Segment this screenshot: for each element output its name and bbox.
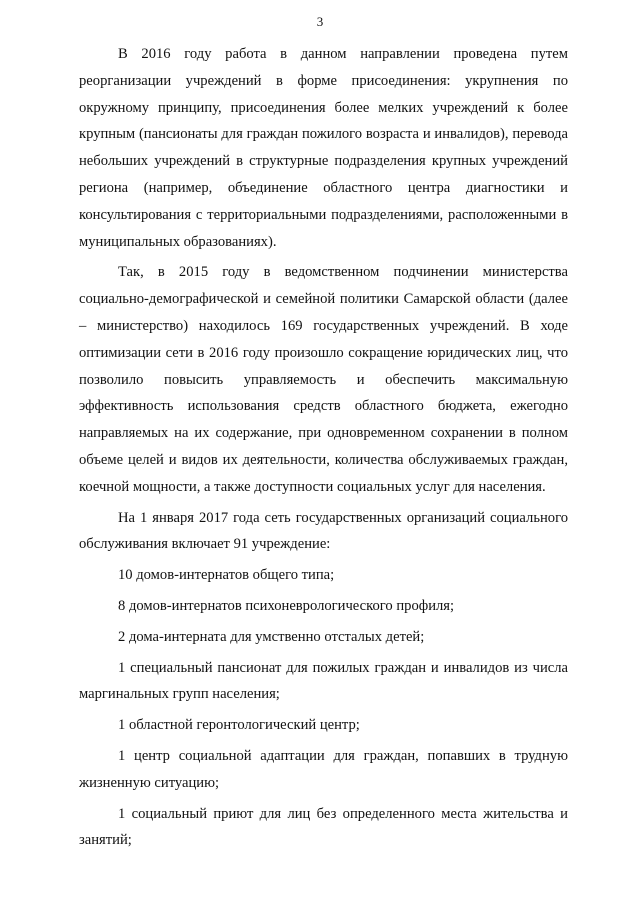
paragraph-optimization: Так, в 2015 году в ведомственном подчинении министерства социально-демографической и семейной политики Самарской области (далее – министерство) находилось 169 государственных учреждений. В ходе оптимизации сети в 2016 году произошло сокращение юридических лиц, что позволило повысить управляемость и обеспечить максимальную эффективность использования средств областного бюджета, ежегодно направляемых на их содержание, при одновременном сохранении в полном объеме целей и видов их деятельности, количества обслуживаемых граждан, коечной мощности, а также доступности социальных услуг для населения. bbox=[79, 264, 568, 495]
list-item: 8 домов-интернатов психоневрологического профиля; bbox=[118, 597, 455, 614]
document-body bbox=[79, 41, 568, 858]
paragraph-reorganization: В 2016 году работа в данном направлении проведена путем реорганизации учреждений в форме присоединения: укрупнения по окружному принципу, присоединения более мелких учреждений к более крупным (пансионаты для граждан пожилого возраста и инвалидов), перевода небольших учреждений в структурные подразделения крупных учреждений региона (например, объединение областного центра диагностики и консультирования с территориальными подразделениями, расположенными в муниципальных образованиях). bbox=[79, 46, 568, 250]
list-item: 1 центр социальной адаптации для граждан, попавших в трудную жизненную ситуацию; bbox=[79, 747, 568, 791]
page-number: 3 bbox=[316, 14, 324, 29]
list-item: 1 социальный приют для лиц без определенного места жительства и занятий; bbox=[79, 805, 568, 849]
list-item: 1 областной геронтологический центр; bbox=[118, 717, 360, 734]
list-item: 1 специальный пансионат для пожилых граждан и инвалидов из числа маргинальных групп населения; bbox=[79, 659, 568, 703]
paragraph-network-total: На 1 января 2017 года сеть государственных организаций социального обслуживания включает 91 учреждение: bbox=[79, 509, 568, 553]
list-item: 2 дома-интерната для умственно отсталых детей; bbox=[118, 628, 425, 645]
list-item: 10 домов-интернатов общего типа; bbox=[118, 567, 335, 584]
